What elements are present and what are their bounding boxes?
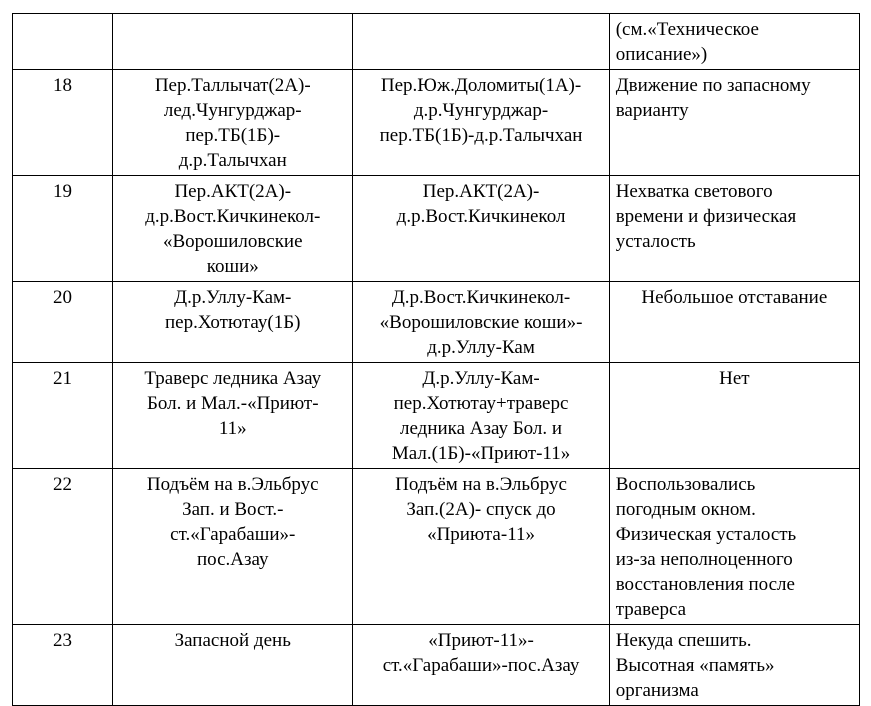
planned-route-cell [113, 70, 353, 176]
day-cell [13, 14, 113, 70]
planned-route-cell-line: пос.Азау [196, 549, 269, 570]
planned-route-cell-line: Запасной день [174, 630, 291, 651]
planned-route-cell-line: лед.Чунгурджар- [163, 100, 302, 121]
planned-route-cell [113, 176, 353, 282]
reason-cell-line: Движение по запасному [615, 75, 811, 96]
actual-route-cell-line: Д.р.Уллу-Кам- [422, 368, 540, 389]
reason-cell [609, 282, 859, 363]
actual-route-cell-line: ледника Азау Бол. и [400, 418, 563, 439]
reason-cell [609, 70, 859, 176]
reason-cell-line: Воспользовались [615, 474, 756, 495]
reason-cell-line: восстановления после [615, 574, 795, 595]
day-cell: 20 [13, 282, 113, 363]
actual-route-cell-line: Д.р.Вост.Кичкинекол- [391, 287, 571, 308]
reason-cell-line: погодным окном. [615, 499, 756, 520]
planned-route-cell-line: Пер.АКТ(2А)- [174, 181, 292, 202]
reason-cell-line: времени и физическая [615, 206, 797, 227]
planned-route-cell-line: Пер.Таллычат(2А)- [154, 75, 311, 96]
reason-cell-line: организма [615, 680, 699, 701]
actual-route-cell [353, 469, 609, 625]
actual-route-cell-line: «Приют-11»- [428, 630, 534, 651]
reason-cell [609, 363, 859, 469]
actual-route-cell-line: Пер.АКТ(2А)- [422, 181, 540, 202]
day-cell: 19 [13, 176, 113, 282]
day-cell: 21 [13, 363, 113, 469]
planned-route-cell-line: пер.Хотютау(1Б) [165, 312, 301, 333]
planned-route-cell-line: Зап. и Вост.- [182, 499, 284, 520]
actual-route-cell-line: Зап.(2А)- спуск до [406, 499, 556, 520]
planned-route-cell-line: 11» [218, 418, 247, 439]
table-row [13, 14, 860, 70]
actual-route-cell [353, 625, 609, 706]
actual-route-cell [353, 70, 609, 176]
table-body [13, 14, 860, 706]
actual-route-cell-line: «Приюта-11» [427, 524, 535, 545]
actual-route-cell-line: Подъём на в.Эльбрус [395, 474, 567, 495]
planned-route-cell [113, 469, 353, 625]
planned-route-cell-line: Д.р.Уллу-Кам- [174, 287, 292, 308]
planned-route-cell-line: ст.«Гарабаши»- [170, 524, 296, 545]
planned-route-cell-line: д.р.Талычхан [178, 150, 287, 171]
planned-route-cell-line: Подъём на в.Эльбрус [146, 474, 319, 495]
table-row [13, 625, 860, 706]
reason-cell-line: (см.«Техническое [615, 19, 759, 40]
actual-route-cell-line: д.р.Чунгурджар- [413, 100, 549, 121]
planned-route-cell [113, 363, 353, 469]
table-row [13, 70, 860, 176]
reason-cell-line: Физическая усталость [615, 524, 797, 545]
day-cell: 23 [13, 625, 113, 706]
table-row [13, 363, 860, 469]
actual-route-cell [353, 282, 609, 363]
planned-route-cell-line: коши» [206, 256, 259, 277]
reason-cell [609, 625, 859, 706]
reason-cell [609, 176, 859, 282]
actual-route-cell [353, 363, 609, 469]
route-table [12, 13, 860, 706]
reason-cell-line: варианту [615, 100, 689, 121]
actual-route-cell-line: Пер.Юж.Доломиты(1А)- [380, 75, 582, 96]
table-row [13, 469, 860, 625]
reason-cell-line: описание») [615, 44, 708, 65]
reason-cell [609, 14, 859, 70]
planned-route-cell [113, 625, 353, 706]
reason-cell-line: Некуда спешить. [615, 630, 752, 651]
reason-cell-line: усталость [615, 231, 696, 252]
planned-route-cell-line: «Ворошиловские [162, 231, 303, 252]
reason-cell [609, 469, 859, 625]
planned-route-cell [113, 14, 353, 70]
reason-cell-line: траверса [615, 599, 687, 620]
actual-route-cell-line: д.р.Уллу-Кам [427, 337, 535, 358]
actual-route-cell-line: Мал.(1Б)-«Приют-11» [391, 443, 571, 464]
actual-route-cell-line: ст.«Гарабаши»-пос.Азау [382, 655, 580, 676]
table-row [13, 176, 860, 282]
actual-route-cell-line: пер.ТБ(1Б)-д.р.Талычхан [379, 125, 583, 146]
reason-cell-line: из-за неполноценного [615, 549, 793, 570]
planned-route-cell [113, 282, 353, 363]
day-cell: 22 [13, 469, 113, 625]
reason-cell-line: Небольшое отставание [641, 287, 828, 308]
day-cell: 18 [13, 70, 113, 176]
planned-route-cell-line: пер.ТБ(1Б)- [185, 125, 281, 146]
actual-route-cell-line: д.р.Вост.Кичкинекол [396, 206, 566, 227]
actual-route-cell-line: «Ворошиловские коши»- [379, 312, 583, 333]
planned-route-cell-line: Траверс ледника Азау [144, 368, 322, 389]
planned-route-cell-line: Бол. и Мал.-«Приют- [146, 393, 319, 414]
reason-cell-line: Высотная «память» [615, 655, 775, 676]
actual-route-cell [353, 176, 609, 282]
planned-route-cell-line: д.р.Вост.Кичкинекол- [145, 206, 321, 227]
reason-cell-line: Нехватка светового [615, 181, 773, 202]
table-row [13, 282, 860, 363]
actual-route-cell-line: пер.Хотютау+траверс [393, 393, 569, 414]
actual-route-cell [353, 14, 609, 70]
reason-cell-line: Нет [719, 368, 750, 389]
